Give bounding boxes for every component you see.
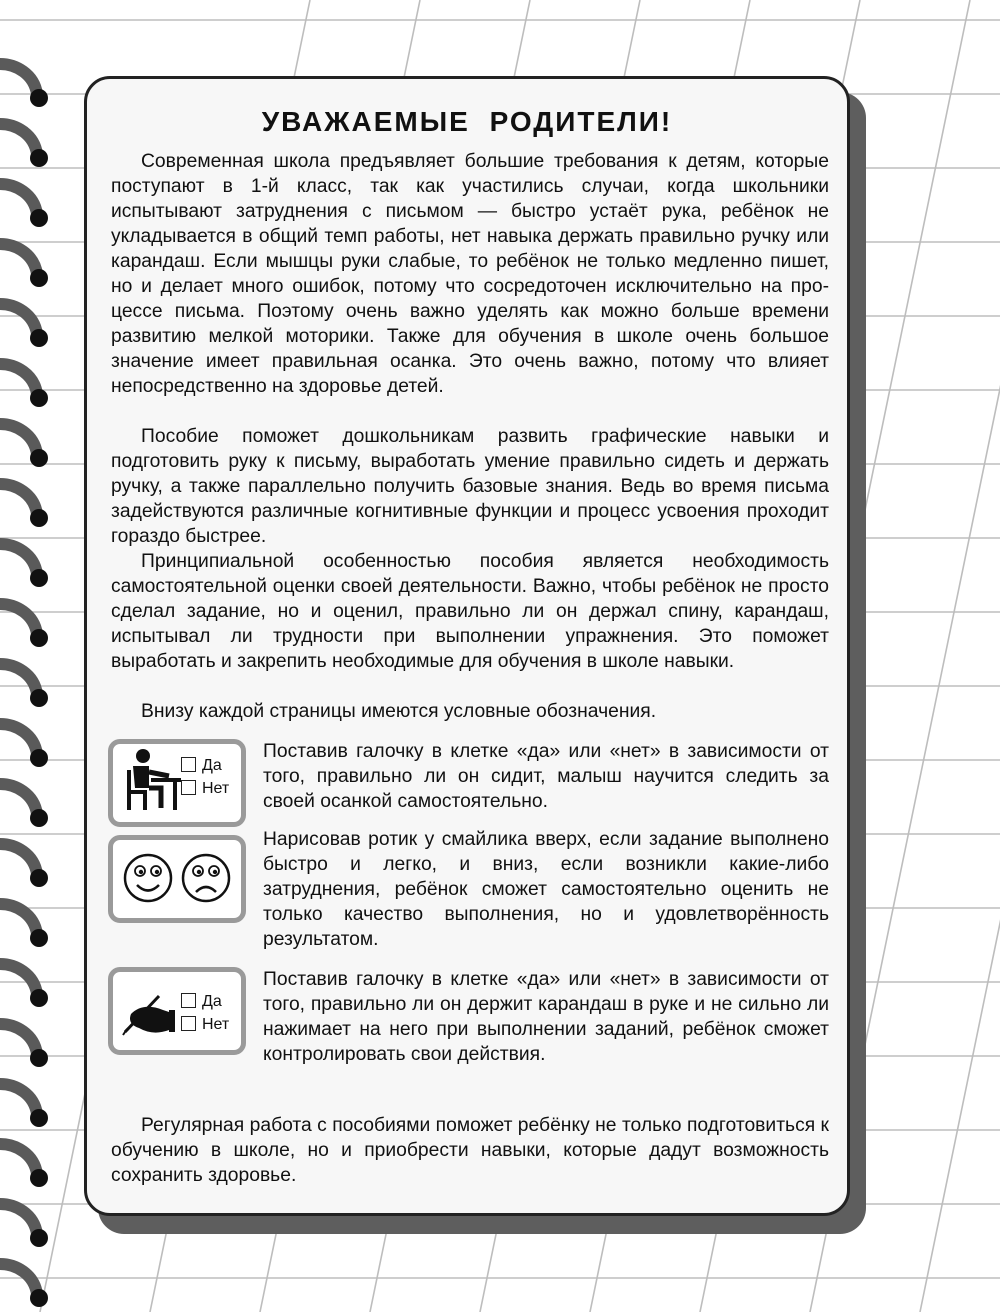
sad-face-icon <box>183 855 229 901</box>
no-checkbox[interactable] <box>181 1016 229 1034</box>
yes-checkbox[interactable] <box>181 757 222 775</box>
hand-writing-icon <box>113 972 241 1050</box>
no-label: Нет <box>202 1016 230 1033</box>
happy-face-icon <box>125 855 171 901</box>
paragraph-closing: Регулярная работа с пособиями поможет ребёнку не только подготовиться к обучению в школе, но и приобрести навыки, которые дадут возможность сохранить здоровье. <box>111 1115 829 1186</box>
page-title: УВАЖАЕМЫЕ РОДИТЕЛИ! <box>261 106 673 137</box>
no-checkbox[interactable] <box>181 780 229 798</box>
paragraph-benefits: Пособие поможет дошкольникам развить графические навыки и подготовить руку к письму, выработать умение правильно сидеть и держать ручку, а также параллельно получить базовые знания. Ведь во время письма задействуются различные когнитивные функции и процесс усвоения проходит гораздо быстрее. <box>111 426 829 547</box>
legend-text-pencil-grip: Поставив галочку в клетке «да» или «нет» в зависимости от того, правильно ли он держит карандаш в руке и не сильно ли нажимает на него при выполнении заданий, ребёнок сможет контролировать свои действия. <box>263 969 829 1065</box>
paragraph-self-assessment: Принципиальной особенностью пособия является необходимость самостоятельной оценки своей деятельности. Важно, чтобы ребёнок не просто сделал задание, но и оценил, правильно ли он держал спину, карандаш, испытывал ли трудности при выполнении упражнения. Это поможет выработать и закрепить необходимые для обучения в школе навыки. <box>111 551 829 672</box>
posture-legend-icon <box>108 739 246 827</box>
mood-legend-icon <box>108 835 246 923</box>
yes-checkbox[interactable] <box>181 993 222 1011</box>
yes-label: Да <box>202 993 222 1010</box>
pencil-grip-legend-icon <box>108 967 246 1055</box>
yes-label: Да <box>202 757 222 774</box>
paragraph-legend-intro: Внизу каждой страницы имеются условные обозначения. <box>141 701 657 722</box>
smiley-faces-icon <box>113 840 241 918</box>
legend-text-mood: Нарисовав ротик у смайлика вверх, если задание выполнено быстро и легко, и вниз, если возникли какие-либо затруднения, ребёнок сможет самостоятельно оценить не только качество выполнения, но и удовлетворённость результатом. <box>263 829 829 950</box>
no-label: Нет <box>202 780 230 797</box>
paragraph-intro: Современная школа предъявляет большие требования к детям, которые поступают в 1-й класс, так как участились случаи, когда школьники испытывают затруднения с письмом — быстро устаёт рука, ребёнок не укладывается в общий темп работы, нет навыка держать правильно ручку или карандаш. Если мышцы руки слабые, то ребёнок не только медленно пишет, но и делает много ошибок, потому что сосредоточен исключительно на процессе письма. Поэтому очень важно уделять как можно больше времени развитию мелкой моторики. Также для обучения в школе очень большое значение имеет правильная осанка. Это очень важно, потому что влияет непосредственно на здоровье детей. <box>111 151 829 397</box>
parents-note-card <box>84 76 850 1216</box>
legend-text-posture: Поставив галочку в клетке «да» или «нет» в зависимости от того, правильно ли он сидит, малыш научится следить за своей осанкой самостоятельно. <box>263 741 829 812</box>
